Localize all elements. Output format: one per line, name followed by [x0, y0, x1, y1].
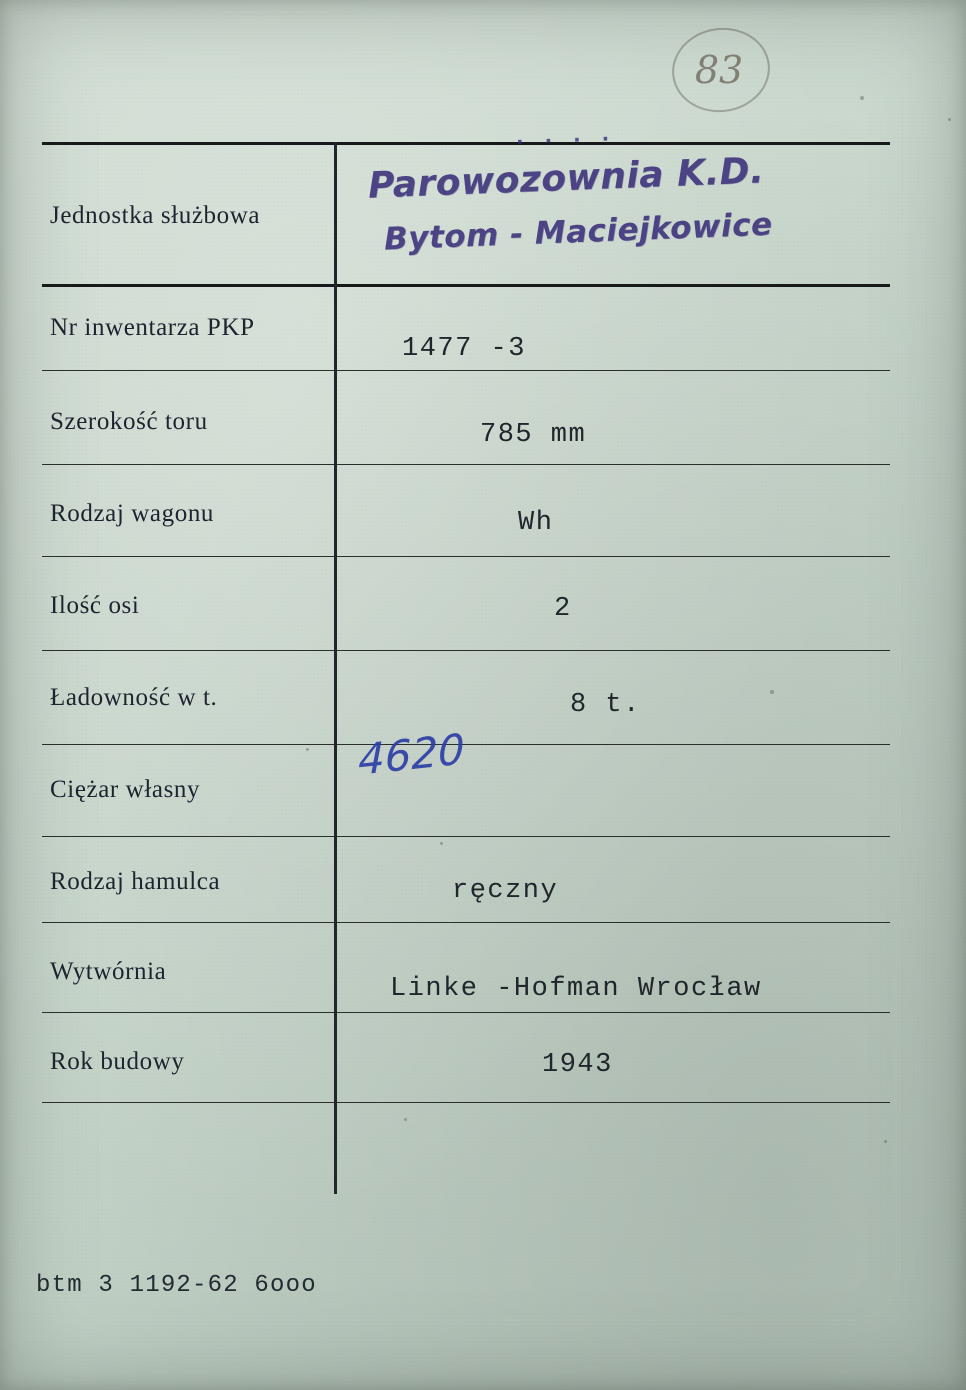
row-value-szerokosc-toru: 785 mm	[480, 420, 587, 450]
handwritten-own-weight: 4620	[358, 724, 465, 785]
row-value-wytwornia: Linke -Hofman Wrocław	[390, 974, 762, 1004]
stamp-line-depot: Parowozownia K.D.	[367, 150, 765, 207]
row-divider	[42, 744, 890, 745]
row-divider	[42, 650, 890, 651]
table-top-border	[42, 142, 890, 145]
row-divider	[42, 922, 890, 923]
pencil-number-annotation: 83	[694, 48, 744, 92]
row-value-ilosc-osi: 2	[554, 594, 572, 624]
paper-speck	[860, 96, 864, 100]
row-label-szerokosc-toru: Szerokość toru	[50, 408, 208, 435]
row-label-ilosc-osi: Ilość osi	[50, 592, 140, 619]
row-label-ciezar-wlasny: Ciężar własny	[50, 776, 201, 803]
row-value-rodzaj-hamulca: ręczny	[452, 876, 559, 906]
row-label-wytwornia: Wytwórnia	[50, 958, 167, 985]
stamp-line-location: Bytom - Maciejkowice	[383, 206, 774, 258]
row-value-nr-inwentarza: 1477 -3	[402, 334, 526, 364]
row-divider	[42, 556, 890, 557]
footer-print-code: btm 3 1192-62 6ooo	[36, 1272, 317, 1299]
paper-speck	[948, 118, 951, 121]
row-label-nr-inwentarza: Nr inwentarza PKP	[50, 314, 255, 341]
row-divider	[42, 1012, 890, 1013]
row-label-rok-budowy: Rok budowy	[50, 1048, 185, 1075]
row-label-rodzaj-hamulca: Rodzaj hamulca	[50, 868, 221, 895]
column-divider	[334, 142, 337, 1194]
row-divider	[42, 370, 890, 371]
stamp-dots: · · · ·	[515, 126, 617, 154]
row-label-rodzaj-wagonu: Rodzaj wagonu	[50, 500, 215, 527]
table-bottom-border	[42, 1102, 890, 1103]
row-label-jednostka-sluzbowa: Jednostka służbowa	[50, 202, 261, 229]
row-divider	[42, 464, 890, 465]
row-divider	[42, 284, 890, 287]
row-value-rodzaj-wagonu: Wh	[518, 508, 554, 538]
row-value-rok-budowy: 1943	[542, 1050, 613, 1080]
row-value-ladownosc: 8 t.	[570, 690, 641, 720]
data-table	[42, 142, 890, 1142]
row-label-ladownosc: Ładowność w t.	[50, 684, 218, 711]
row-divider	[42, 836, 890, 837]
